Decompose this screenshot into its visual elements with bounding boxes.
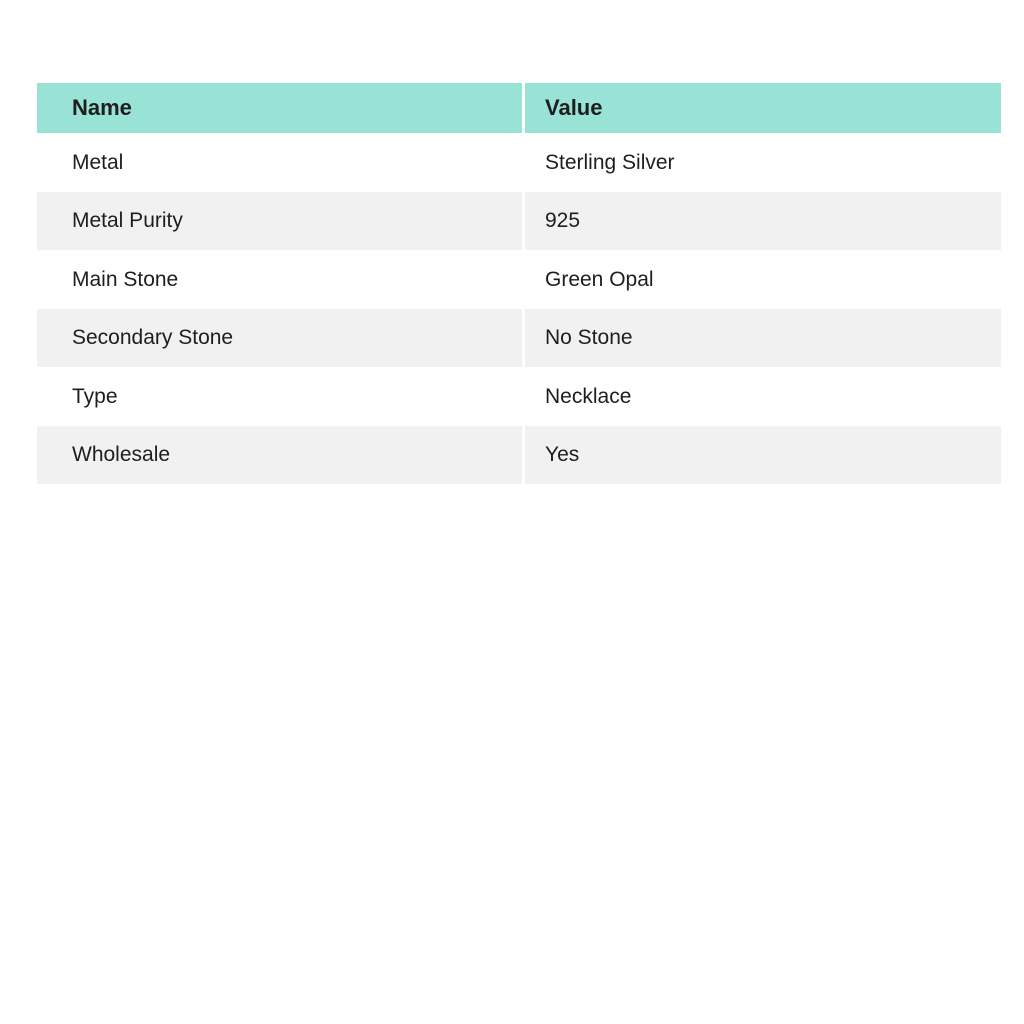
attribute-name-cell xyxy=(37,309,522,368)
attribute-value-cell xyxy=(525,133,1001,192)
column-header-value-label: Value xyxy=(545,95,603,120)
attribute-value: No Stone xyxy=(545,326,633,350)
attribute-name: Metal Purity xyxy=(72,209,183,233)
attribute-value: Green Opal xyxy=(545,267,654,291)
table-row-metal xyxy=(37,133,1001,192)
column-header-value xyxy=(525,83,1001,133)
attribute-name: Wholesale xyxy=(72,443,171,467)
column-header-name-label: Name xyxy=(72,95,132,120)
attribute-name-cell xyxy=(37,426,522,485)
attribute-value: Sterling Silver xyxy=(545,150,675,174)
attribute-value: Yes xyxy=(545,443,580,467)
attribute-name: Type xyxy=(72,384,118,408)
attribute-value-cell xyxy=(525,367,1001,426)
attribute-value-cell xyxy=(525,250,1001,309)
table-row-secondary-stone xyxy=(37,309,1001,368)
attribute-name: Main Stone xyxy=(72,267,179,291)
attribute-value: Necklace xyxy=(545,384,632,408)
column-header-name xyxy=(37,83,522,133)
table-row-wholesale xyxy=(37,426,1001,485)
attributes-table xyxy=(37,83,1001,484)
table-row-main-stone xyxy=(37,250,1001,309)
attribute-value-cell xyxy=(525,426,1001,485)
attribute-name-cell xyxy=(37,367,522,426)
attribute-name-cell xyxy=(37,133,522,192)
table-row-metal-purity xyxy=(37,192,1001,251)
attribute-value: 925 xyxy=(545,209,581,233)
table-row-type xyxy=(37,367,1001,426)
attribute-name-cell xyxy=(37,192,522,251)
table-header-row xyxy=(37,83,1001,133)
attribute-name: Metal xyxy=(72,150,124,174)
attribute-value-cell xyxy=(525,309,1001,368)
attribute-name: Secondary Stone xyxy=(72,326,234,350)
attribute-value-cell xyxy=(525,192,1001,251)
attribute-name-cell xyxy=(37,250,522,309)
